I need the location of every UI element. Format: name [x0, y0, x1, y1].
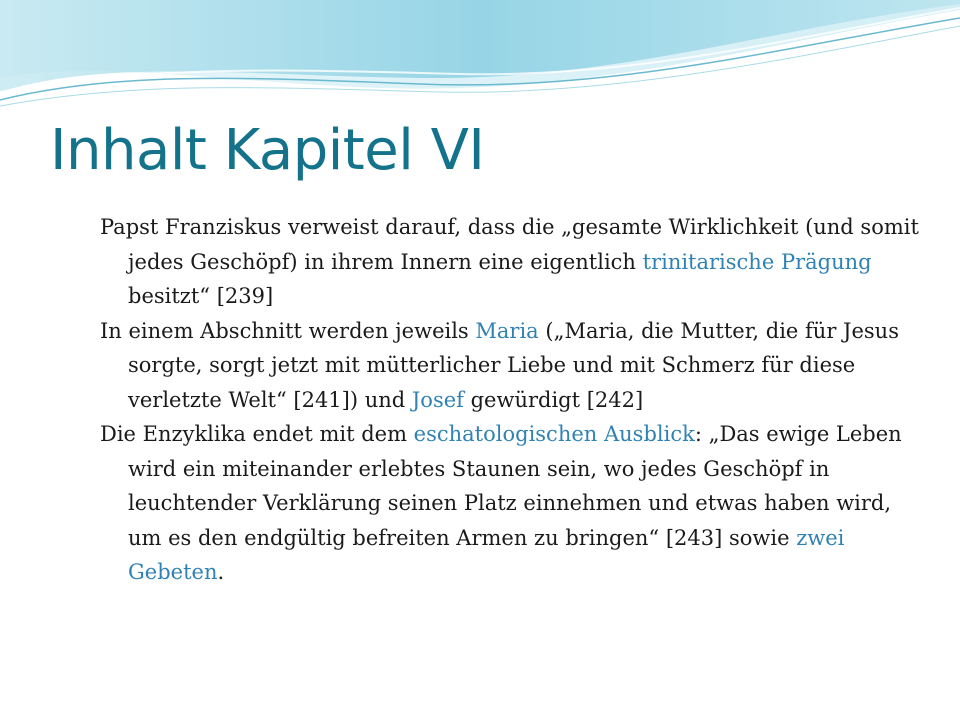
paragraph-1-text-b: besitzt“ [239] [128, 284, 274, 308]
paragraph-3-text-b: : „Das ewige Leben wird ein miteinander erlebtes Staunen sein, wo jedes Geschöpf in leuchtender Verklärung seinen Platz einnehmen und etwas haben wird, um es den endgültig befreiten Armen zu bringen“ [243] sowie [128, 422, 902, 550]
slide-body [100, 210, 920, 590]
paragraph-3-text-c: . [217, 560, 225, 584]
paragraph-2-text-b: („Maria, die Mutter, die für Jesus sorgte, sorgt jetzt mit mütterlicher Liebe und mit Schmerz für diese verletzte Welt“ [241]) und [128, 318, 899, 412]
highlight-josef: Josef [411, 387, 464, 412]
slide-title: Inhalt Kapitel VI [50, 118, 485, 183]
paragraph-1-text-a: Papst Franziskus verweist darauf, dass die „gesamte Wirklichkeit (und somit jedes Geschöpf) in ihrem Innern eine eigentlich [100, 215, 919, 274]
paragraph-3 [100, 417, 920, 590]
paragraph-2-text-a: In einem Abschnitt werden jeweils [100, 318, 476, 343]
decorative-wave-header [0, 0, 960, 120]
paragraph-3-text-a: Die Enzyklika endet mit dem [100, 422, 414, 446]
paragraph-2-text-c: gewürdigt [242] [463, 387, 644, 412]
highlight-zwei-gebeten: zwei Gebeten [128, 525, 845, 584]
highlight-eschatologischen-ausblick: eschatologischen Ausblick [413, 422, 695, 446]
highlight-trinitarische-praegung: trinitarische Prägung [642, 249, 872, 274]
paragraph-1 [100, 210, 920, 314]
highlight-maria: Maria [475, 318, 539, 343]
paragraph-2 [100, 314, 920, 418]
